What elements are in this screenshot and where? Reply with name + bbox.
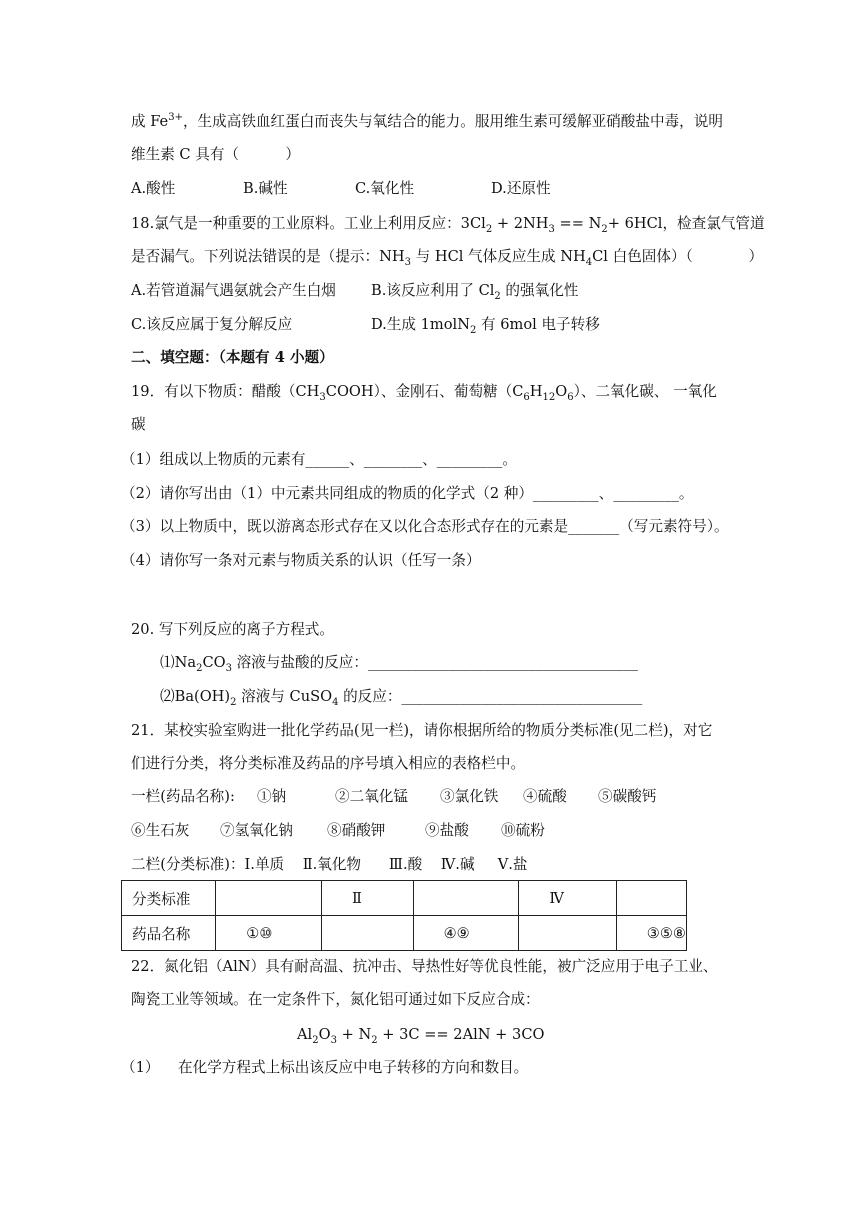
q19-part-2: （2）请你写出由（1）中元素共同组成的物质的化学式（2 种）_________、_________。 — [121, 485, 694, 502]
q21-col2: 二栏(分类标准)：Ⅰ.单质 Ⅱ.氧化物 Ⅲ.酸 Ⅳ.碱 Ⅴ.盐 — [131, 856, 528, 873]
table-row — [122, 881, 687, 916]
chemical-9: ⑨盐酸 — [425, 822, 469, 839]
chemical-6: ⑥生石灰 — [131, 822, 190, 839]
q22-equation: $Al_2O_3 + N_2 + 3C == 2AlN + 3CO$ — [297, 1026, 545, 1046]
q19-part-3: （3）以上物质中，既以游离态形式存在又以化合态形式存在的元素是_______（写元素符号）。 — [121, 518, 729, 535]
chemical-2: ②二氧化锰 — [335, 788, 408, 805]
table-row — [122, 916, 687, 951]
q19-part-4: （4）请你写一条对元素与物质关系的认识（任写一条） — [121, 552, 481, 569]
table-cell[interactable] — [322, 916, 414, 951]
q20-title: 20. 写下列反应的离子方程式。 — [131, 621, 334, 638]
q18-line-2: 是否漏气。下列说法错误的是（提示：$NH_3$ 与 HCl 气体反应生成 $NH_4Cl$ 白色固体）（ ） — [131, 248, 764, 268]
chemical-5: ⑤碳酸钙 — [598, 788, 657, 805]
q19-part-1: （1）组成以上物质的元素有______、________、_________。 — [121, 451, 518, 468]
q17-line-2: 维生素 C 具有（ ） — [131, 146, 300, 163]
table-cell: ③⑤⑧ — [616, 916, 686, 951]
q18-line-1: 18.氯气是一种重要的工业原料。工业上利用反应：$3Cl_2 + 2NH_3 == N_2+ 6HCl$，检查氯气管道 — [131, 215, 765, 235]
chemical-1: ①钠 — [257, 788, 287, 805]
q17-option-c: C.氧化性 — [355, 180, 415, 197]
q20-part-2: $⑵Ba(OH)_2$ 溶液与 CuSO$_4$ 的反应：_________________________________ — [160, 688, 643, 708]
table-cell[interactable] — [616, 881, 686, 916]
section-heading: 二、填空题：（本题有 4 小题） — [131, 349, 334, 366]
table-cell: ④⑨ — [413, 916, 519, 951]
q18-option-d: D.生成 1molN$_2$ 有 6mol 电子转移 — [371, 316, 600, 336]
classification-table — [121, 880, 687, 951]
table-cell: Ⅳ — [519, 881, 616, 916]
q19-line-2: 碳 — [131, 416, 146, 433]
chemical-7: ⑦氢氧化钠 — [220, 822, 293, 839]
table-cell: Ⅱ — [322, 881, 414, 916]
chemical-10: ⑩硫粉 — [501, 822, 545, 839]
q22-line-2: 陶瓷工业等领域。在一定条件下，氮化铝可通过如下反应合成： — [131, 991, 540, 1008]
q21-line-1: 21．某校实验室购进一批化学药品(见一栏)，请你根据所给的物质分类标准(见二栏)，对它 — [131, 722, 713, 739]
q18-option-c: C.该反应属于复分解反应 — [131, 316, 293, 333]
chemical-4: ④硫酸 — [523, 788, 567, 805]
q17-option-b: B.碱性 — [243, 180, 288, 197]
q17-line-1: 成 $Fe^{3+}$，生成高铁血红蛋白而丧失与氧结合的能力。服用维生素可缓解亚硝酸盐中毒，说明 — [131, 112, 723, 130]
table-cell: 药品名称 — [122, 916, 216, 951]
chemical-3: ③氯化铁 — [440, 788, 499, 805]
table-cell[interactable] — [413, 881, 519, 916]
chemical-8: ⑧硝酸钾 — [327, 822, 386, 839]
q18-option-a: A.若管道漏气遇氨就会产生白烟 — [131, 282, 336, 299]
q22-part-1: （1） 在化学方程式上标出该反应中电子转移的方向和数目。 — [121, 1059, 529, 1076]
q21-line-2: 们进行分类，将分类标准及药品的序号填入相应的表格栏中。 — [131, 755, 526, 772]
q17-option-d: D.还原性 — [491, 180, 551, 197]
q22-line-1: 22．氮化铝（AlN）具有耐高温、抗冲击、导热性好等优良性能，被广泛应用于电子工业、 — [131, 958, 718, 975]
q20-part-1: $⑴Na_2CO_3$ 溶液与盐酸的反应：_____________________________________ — [160, 654, 638, 674]
table-cell: 分类标准 — [122, 881, 216, 916]
table-cell: ①⑩ — [216, 916, 322, 951]
q19-line-1: 19．有以下物质：醋酸$(CH_3COOH)$、金刚石、葡萄糖$(C_6H_{12}O_6)$、二氧化碳、 一氧化 — [131, 383, 717, 403]
q21-col1-label: 一栏(药品名称): — [131, 788, 240, 805]
q18-option-b: B.该反应利用了 $Cl_2$ 的强氧化性 — [371, 282, 579, 302]
q17-option-a: A.酸性 — [131, 180, 176, 197]
table-cell[interactable] — [519, 916, 616, 951]
table-cell[interactable] — [216, 881, 322, 916]
